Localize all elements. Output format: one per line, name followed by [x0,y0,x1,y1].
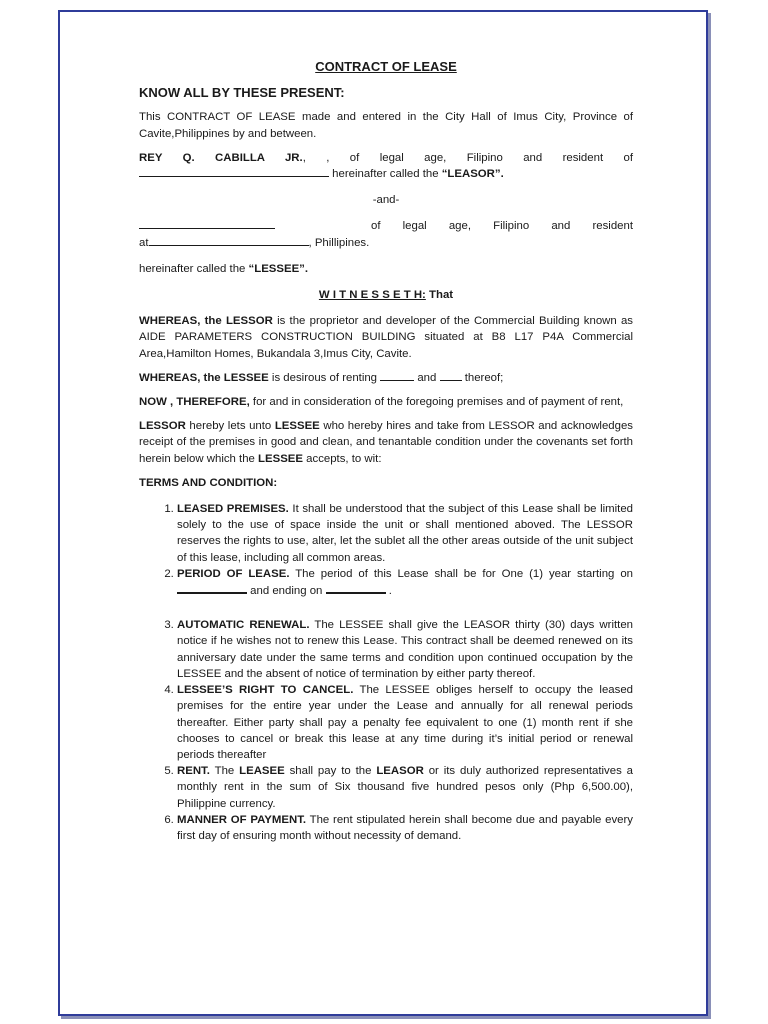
witnesseth-that: That [425,289,454,302]
end-date-blank [326,582,386,594]
document-page [58,10,708,1016]
lessor-name: REY Q. CABILLA JR. [139,151,303,164]
lessor-lets-text-b: who hereby hires and take from LESSOR and acknowledges receipt of the premises in good and clean, and tenantable condition under the covenants set forth herein below which the [139,420,633,465]
term-item [177,501,633,566]
whereas-lessee-text-b: and [414,371,440,384]
lessor-label: “LEASOR”. [441,168,504,181]
witnesseth-word: W I T N E S S E T H: [318,289,426,302]
lessee-details: of legal age, Filipino and resident [371,220,633,233]
lessee-place: , Phillipines. [308,236,370,249]
terms-heading: TERMS AND CONDITION: [139,476,278,489]
document-title: CONTRACT OF LEASE [315,59,457,74]
lessee-called-line [139,261,633,277]
whereas-lessee-lead: WHEREAS, the LESSEE [139,371,269,384]
lessor-lets-paragraph [139,418,633,467]
lessor-lets-bold-2: LESSEE [274,420,320,433]
term-bold-lessee: LEASEE [239,765,285,778]
lessor-lets-bold-1: LESSOR [139,420,186,433]
lessor-lets-text-c: accepts, to wit: [303,452,382,465]
term-item [177,812,633,844]
whereas-lessee-text-a: is desirous of renting [268,371,381,384]
lessor-lets-bold-3: LESSEE [258,452,303,465]
whereas-lessee-text-c: thereof; [461,371,504,384]
lessee-at: at [139,236,149,249]
term-head: LESSEE’S RIGHT TO CANCEL. [177,684,354,697]
lessor-lets-text-a: hereby lets unto [185,420,275,433]
document-heading: KNOW ALL BY THESE PRESENT: [139,85,345,101]
whereas-lessor-paragraph [139,313,633,362]
lessor-paragraph [139,150,633,182]
whereas-lessor-lead: WHEREAS, the LESSOR [139,315,273,328]
renting-blank-2 [440,370,462,381]
lessee-address-blank [149,235,309,246]
term-head: LEASED PREMISES. [177,503,289,516]
term-text-b: shall pay to the [284,765,377,778]
term-item [177,763,633,812]
start-date-blank [177,582,247,594]
lessor-details: , , of legal age, Filipino and resident of [302,151,633,164]
term-text-c: . [385,585,392,598]
lessor-address-blank [139,166,329,177]
term-bold-lessor: LEASOR [376,765,424,778]
term-text: The [209,765,240,778]
term-item [177,682,633,763]
whereas-lessee-paragraph [139,370,633,386]
whereas-lessor-text: is the proprietor and developer of the Commercial Building known as AIDE PARAMETERS CONSTRUCTION BUILDING situated at B8 L17 P4A Commercial Area,Hamilton Homes, Bukandala 3,Imus City, Cavite. [139,315,633,360]
term-item [177,566,633,599]
intro-paragraph: This CONTRACT OF LEASE made and entered in the City Hall of Imus City, Province of Cavite,Philippines by and between. [139,111,633,140]
renting-blank-1 [380,370,414,381]
term-text: The LESSEE shall give the LEASOR thirty (30) days written notice if he wishes not to renew this Lease. This contract shall be deemed renewed on its anniversary date under the same terms and condition upon continued occupation by the LESSEE and the absent of notice of termination by either party thereof. [177,619,633,680]
term-text-b: and ending on [247,585,323,598]
now-therefore-lead: NOW , THEREFORE, [139,396,250,409]
term-head: MANNER OF PAYMENT. [177,813,307,826]
term-text: The rent stipulated herein shall become due and payable every first day of ensuring month without necessity of demand. [177,813,633,842]
now-therefore-paragraph [139,394,633,410]
terms-list [139,501,633,844]
lessee-paragraph [139,218,633,250]
lessee-name-blank [139,218,275,229]
term-text-c: or its duly authorized representatives a monthly rent in the sum of Six thousand five hundred pesos only (Php 6,500.00), Philippine currency. [177,765,633,810]
term-head: PERIOD OF LEASE. [177,567,290,580]
term-head: AUTOMATIC RENEWAL. [177,619,310,632]
lessee-label: “LESSEE”. [248,262,309,275]
and-separator: -and- [372,194,400,207]
lessee-called: hereinafter called the [139,262,249,275]
term-text: It shall be understood that the subject of this Lease shall be limited solely to the use of space inside the unit or shall mentioned aboved. The LESSOR reserves the rights to use, alter, let the sublet all the other areas outside of the unit subject of this lease, including all common areas. [177,503,634,564]
term-item [177,617,633,682]
witnesseth [139,287,633,303]
term-text: The LESSEE obliges herself to occupy the leased premises for the entire year under the Lease and annually for all renewal periods thereafter. Either party shall pay a penalty fee equivalent to one (1) month rent if she chooses to cancel or break this lease at any time during it’s initial period or renewal periods thereafter [177,684,633,761]
now-therefore-text: for and in consideration of the foregoing premises and of payment of rent, [249,396,624,409]
document-content [139,59,633,844]
lessor-called: hereinafter called the [329,168,442,181]
term-text: The period of this Lease shall be for One (1) year starting on [289,567,633,580]
term-head: RENT. [177,765,210,778]
